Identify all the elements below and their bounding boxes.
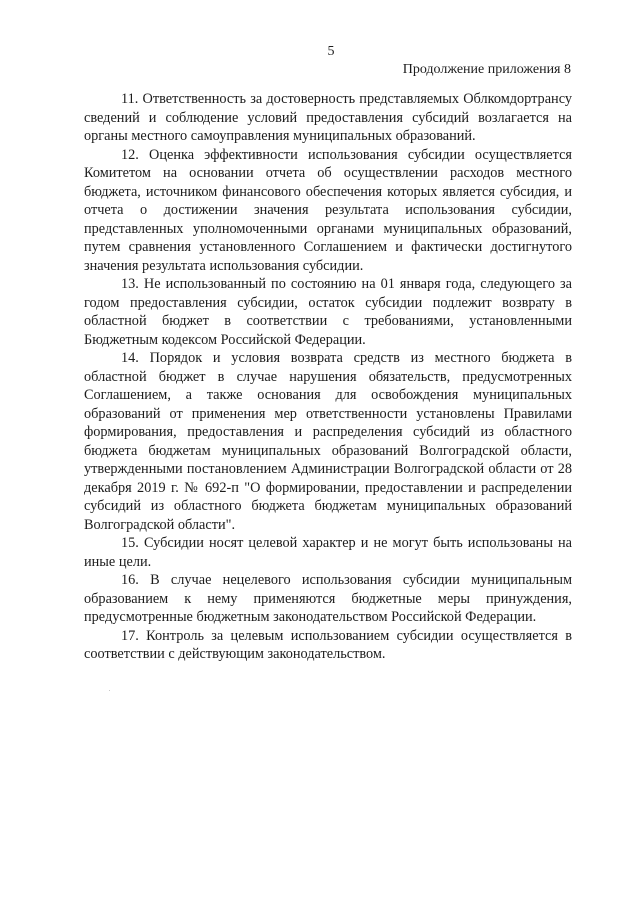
paragraph-14: 14. Порядок и условия возврата средств из местного бюджета в областной бюджет в случае нарушения обязательств, предусмотренных Соглашением, а также основания для освобождения муниципальных образований от применения мер ответственности установлены Правилами формирования, предоставления и распределения субсидий из областного бюджета бюджетам муниципальных образований Волгоградской области, утвержденными постановлением Администрации Волгоградской области от 28 декабря 2019 г. № 692-п "О формировании, предоставлении и распределении субсидий из областного бюджета бюджетам муниципальных образований Волгоградской области". bbox=[84, 350, 572, 533]
appendix-continuation-note: Продолжение приложения 8 bbox=[402, 62, 571, 77]
paragraph-12: 12. Оценка эффективности использования субсидии осуществляется Комитетом на основании отчета об осуществлении расходов местного бюджета, источником финансового обеспечения которых является субсидия, и отчета о достижении значения результата использования субсидии, представленных уполномоченными органами муниципальных образований, путем сравнения установленного Соглашением и фактически достигнутого значения результата использования субсидии. bbox=[84, 146, 572, 274]
scan-artifact-dot bbox=[109, 690, 110, 691]
document-body bbox=[84, 90, 572, 664]
paragraph-16: 16. В случае нецелевого использования субсидии муниципальным образованием к нему применяются бюджетные меры принуждения, предусмотренные бюджетным законодательством Российской Федерации. bbox=[84, 572, 572, 625]
paragraph-17: 17. Контроль за целевым использованием субсидии осуществляется в соответствии с действующим законодательством. bbox=[84, 627, 572, 662]
paragraph-15: 15. Субсидии носят целевой характер и не могут быть использованы на иные цели. bbox=[84, 535, 572, 570]
page-number: 5 bbox=[327, 44, 335, 59]
paragraph-13: 13. Не использованный по состоянию на 01 января года, следующего за годом предоставления субсидии, остаток субсидии подлежит возврату в областной бюджет в соответствии с требованиями, установленными Бюджетным кодексом Российской Федерации. bbox=[84, 276, 572, 348]
paragraph-11: 11. Ответственность за достоверность представляемых Облкомдортрансу сведений и соблюдение условий предоставления субсидий возлагается на органы местного самоуправления муниципальных образований. bbox=[84, 91, 572, 144]
